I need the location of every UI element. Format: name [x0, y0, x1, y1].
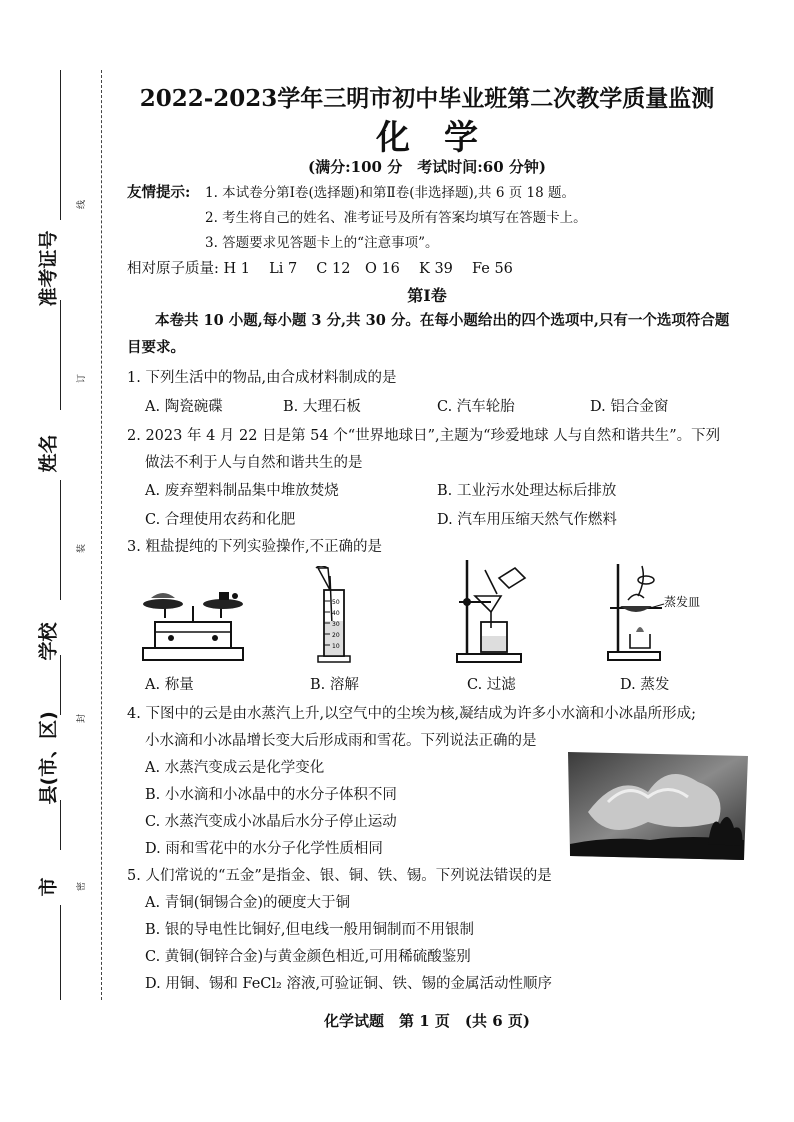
county-line: [60, 655, 61, 715]
q1-option-b: B. 大理石板: [283, 399, 361, 415]
q2-stem-2: 做法不利于人与自然和谐共生的是: [145, 455, 363, 471]
exam-title: 2022-2023学年三明市初中毕业班第二次教学质量监测: [139, 85, 715, 112]
cylinder-mark-30: 30: [332, 621, 340, 628]
cloud-photo: [568, 752, 748, 862]
exam-info: (满分:100 分 考试时间:60 分钟): [308, 158, 546, 176]
ding-mark: 订: [77, 373, 88, 384]
evaporation-figure: [600, 556, 730, 666]
q2-stem-1: 2. 2023 年 4 月 22 日是第 54 个“世界地球日”,主题为“珍爱地球 人与自然和谐共生”。下列: [127, 428, 721, 444]
balance-figure: [135, 580, 250, 665]
q4-option-b: B. 小水滴和小冰晶中的水分子体积不同: [145, 787, 397, 803]
cylinder-mark-40: 40: [332, 610, 340, 617]
cylinder-mark-10: 10: [332, 643, 340, 650]
q5-option-b: B. 银的导电性比铜好,但电线一般用铜制而不用银制: [145, 922, 474, 938]
tips-label: 友情提示:: [127, 184, 191, 201]
feng-mark: 封: [77, 713, 88, 724]
filtration-figure: [445, 556, 535, 666]
exam-no-label: 准考证号: [37, 230, 60, 307]
tip-1: 1. 本试卷分第Ⅰ卷(选择题)和第Ⅱ卷(非选择题),共 6 页 18 题。: [205, 185, 575, 201]
q5-option-c: C. 黄铜(铜锌合金)与黄金颜色相近,可用稀硫酸鉴别: [145, 949, 471, 965]
tip-2: 2. 考生将自己的姓名、准考证号及所有答案均填写在答题卡上。: [205, 210, 587, 226]
q2-option-a: A. 废弃塑料制品集中堆放焚烧: [145, 483, 339, 499]
q3-stem: 3. 粗盐提纯的下列实验操作,不正确的是: [127, 539, 383, 555]
tip-3: 3. 答题要求见答题卡上的“注意事项”。: [205, 235, 439, 251]
county-label: 县(市、区): [37, 711, 60, 805]
q4-option-c: C. 水蒸汽变成小冰晶后水分子停止运动: [145, 814, 397, 830]
q4-stem-1: 4. 下图中的云是由水蒸汽上升,以空气中的尘埃为核,凝结成为许多小水滴和小冰晶所形成;: [127, 706, 697, 722]
line-mark: 线: [77, 199, 88, 210]
q4-option-d: D. 雨和雪花中的水分子化学性质相同: [145, 841, 383, 857]
q1-option-a: A. 陶瓷碗碟: [145, 399, 223, 415]
city-line: [60, 800, 61, 850]
q3-option-c: C. 过滤: [467, 677, 516, 693]
q5-stem: 5. 人们常说的“五金”是指金、银、铜、铁、锡。下列说法错误的是: [127, 868, 552, 884]
section-intro-2: 目要求。: [127, 339, 185, 356]
section-title: 第Ⅰ卷: [407, 286, 447, 305]
school-label: 学校: [37, 622, 60, 661]
atomic-mass: 相对原子质量: H 1 Li 7 C 12 O 16 K 39 Fe 56: [127, 261, 513, 277]
zhuang-mark: 装: [77, 543, 88, 554]
q1-option-c: C. 汽车轮胎: [437, 399, 515, 415]
q4-stem-2: 小水滴和小冰晶增长变大后形成雨和雪花。下列说法正确的是: [145, 733, 537, 749]
city-line-2: [60, 905, 61, 1000]
q3-option-b: B. 溶解: [310, 677, 359, 693]
subject-title: 化 学: [376, 118, 478, 158]
q3-option-d: D. 蒸发: [620, 677, 670, 693]
q2-option-b: B. 工业污水处理达标后排放: [437, 483, 617, 499]
q5-option-d: D. 用铜、锡和 FeCl₂ 溶液,可验证铜、铁、锡的金属活动性顺序: [145, 976, 553, 992]
page-footer: 化学试题 第 1 页 (共 6 页): [324, 1012, 530, 1030]
name-label: 姓名: [37, 434, 60, 473]
city-label: 市: [37, 877, 60, 897]
q2-option-c: C. 合理使用农药和化肥: [145, 512, 296, 528]
cylinder-mark-50: 50: [332, 599, 340, 606]
q2-option-d: D. 汽车用压缩天然气作燃料: [437, 512, 617, 528]
q1-option-d: D. 铝合金窗: [590, 399, 669, 415]
cylinder-figure: [310, 566, 360, 666]
dish-label: 蒸发皿: [664, 595, 701, 609]
q4-option-a: A. 水蒸汽变成云是化学变化: [145, 760, 325, 776]
q3-option-a: A. 称量: [145, 677, 194, 693]
school-line: [60, 480, 61, 600]
q1-stem: 1. 下列生活中的物品,由合成材料制成的是: [127, 370, 397, 386]
binding-dashed-line: [101, 70, 102, 1000]
q5-option-a: A. 青铜(铜锡合金)的硬度大于铜: [145, 895, 351, 911]
mi-mark: 密: [77, 881, 88, 892]
cylinder-mark-20: 20: [332, 632, 340, 639]
name-line: [60, 300, 61, 410]
section-intro-1: 本卷共 10 小题,每小题 3 分,共 30 分。在每小题给出的四个选项中,只有一个选项符合题: [155, 312, 730, 329]
